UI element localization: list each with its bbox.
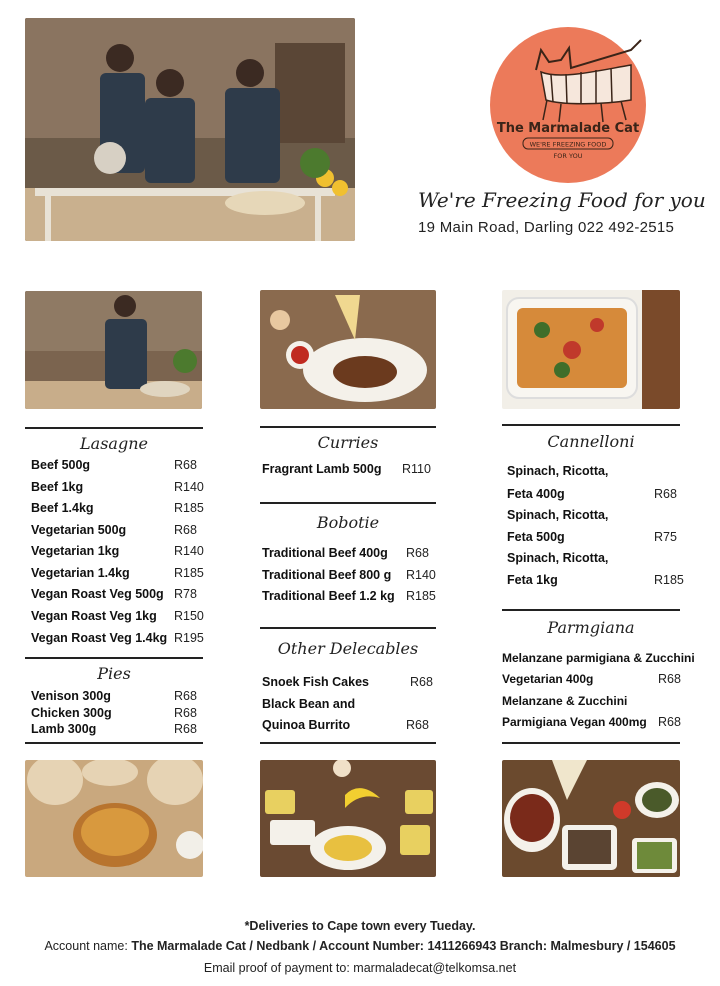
item-price: R185	[174, 501, 204, 515]
item-name-line1: Melanzane parmigiana & Zucchini	[502, 651, 695, 665]
rule-delecables-top	[260, 627, 436, 629]
item-name-line2: Feta 500g	[507, 530, 565, 544]
address-phone: 19 Main Road, Darling 022 492-2515	[418, 219, 675, 236]
hero-photo-cooks	[25, 18, 355, 241]
item-name: Traditional Beef 800 g	[262, 568, 392, 582]
item-name-line2: Feta 400g	[507, 487, 565, 501]
photo-parmigiana	[502, 760, 680, 877]
delivery-text: *Deliveries to Cape town every Tueday.	[244, 919, 476, 933]
tagline: We're Freezing Food for you	[418, 188, 706, 212]
photo-spread	[260, 760, 436, 877]
item-name: Vegan Roast Veg 1.4kg	[31, 631, 168, 645]
item-name: Venison 300g	[31, 689, 111, 703]
item-name-line1: Black Bean and	[262, 697, 356, 711]
item-price: R150	[174, 609, 204, 623]
rule-parmgiana-top	[502, 609, 680, 611]
item-price: R68	[658, 672, 681, 686]
item-price: R68	[658, 715, 681, 729]
item-price: R185	[654, 573, 684, 587]
rule-parmgiana-bottom	[502, 742, 680, 744]
item-name-line2: Parmigiana Vegan 400mg	[502, 715, 647, 729]
rule-pies-bottom	[25, 742, 203, 744]
item-name-line2: Quinoa Burrito	[262, 718, 351, 732]
photo-curry-plate	[260, 290, 436, 409]
rule-cannelloni-top	[502, 424, 680, 426]
logo-wordmark: The Marmalade Cat	[496, 121, 640, 136]
photo-cook-left	[25, 291, 202, 409]
item-price: R110	[402, 462, 431, 476]
delivery-note	[0, 919, 720, 933]
item-name-line1: Spinach, Ricotta,	[507, 508, 609, 522]
item-name: Beef 1kg	[31, 480, 84, 494]
item-price: R68	[410, 675, 433, 689]
item-name-line2: Feta 1kg	[507, 573, 558, 587]
section-title-parmgiana: Parmgiana	[547, 618, 635, 637]
marmalade-cat-logo	[481, 10, 656, 185]
section-title-cannelloni: Cannelloni	[547, 432, 635, 451]
item-name: Traditional Beef 400g	[262, 546, 388, 560]
rule-pies-top	[25, 657, 203, 659]
section-title-pies: Pies	[97, 664, 131, 683]
rule-delecables-bottom	[260, 742, 436, 744]
item-price: R68	[406, 546, 429, 560]
item-name-line1: Melanzane & Zucchini	[502, 694, 628, 708]
section-title-lasagne: Lasagne	[80, 434, 148, 453]
item-price: R140	[406, 568, 436, 582]
rule-curries-top	[260, 426, 436, 428]
item-price: R185	[174, 566, 204, 580]
logo-sub: WE'RE FREEZING FOOD	[529, 140, 607, 149]
item-name-line1: Spinach, Ricotta,	[507, 464, 609, 478]
item-price: R68	[174, 706, 197, 720]
item-price: R140	[174, 480, 204, 494]
item-price: R140	[174, 544, 204, 558]
email-note: Email proof of payment to: marmaladecat@telkomsa.net	[203, 961, 517, 975]
item-name: Beef 500g	[31, 458, 91, 472]
item-price: R195	[174, 631, 204, 645]
account-values: The Marmalade Cat / Nedbank / Account Number: 1411266943 Branch: Malmesbury / 154605	[131, 939, 676, 953]
item-price: R78	[174, 587, 197, 601]
photo-cannelloni	[502, 290, 680, 409]
logo-sub2: FOR YOU	[553, 152, 583, 160]
item-name: Vegetarian 500g	[31, 523, 127, 537]
item-name-line2: Vegetarian 400g	[502, 672, 594, 686]
item-name: Lamb 300g	[31, 722, 97, 736]
item-name: Fragrant Lamb 500g	[262, 462, 382, 476]
section-title-delecables: Other Delecables	[277, 639, 419, 658]
photo-pies	[25, 760, 203, 877]
rule-bobotie-top	[260, 502, 436, 504]
rule-lasagne-top	[25, 427, 203, 429]
section-title-bobotie: Bobotie	[316, 513, 380, 532]
item-name: Snoek Fish Cakes	[262, 675, 369, 689]
item-price: R68	[174, 689, 197, 703]
item-price: R68	[174, 722, 197, 736]
item-price: R68	[174, 458, 197, 472]
item-name: Vegan Roast Veg 1kg	[31, 609, 157, 623]
item-name-line1: Spinach, Ricotta,	[507, 551, 609, 565]
item-name: Traditional Beef 1.2 kg	[262, 589, 395, 603]
item-price: R185	[406, 589, 436, 603]
item-price: R68	[174, 523, 197, 537]
item-name: Vegetarian 1.4kg	[31, 566, 130, 580]
item-name: Vegan Roast Veg 500g	[31, 587, 164, 601]
section-title-curries: Curries	[317, 433, 379, 452]
item-name: Beef 1.4kg	[31, 501, 94, 515]
item-price: R75	[654, 530, 677, 544]
item-name: Chicken 300g	[31, 706, 112, 720]
item-price: R68	[406, 718, 429, 732]
account-prefix: Account name:	[44, 939, 132, 953]
account-details	[0, 939, 720, 953]
item-name: Vegetarian 1kg	[31, 544, 120, 558]
item-price: R68	[654, 487, 677, 501]
